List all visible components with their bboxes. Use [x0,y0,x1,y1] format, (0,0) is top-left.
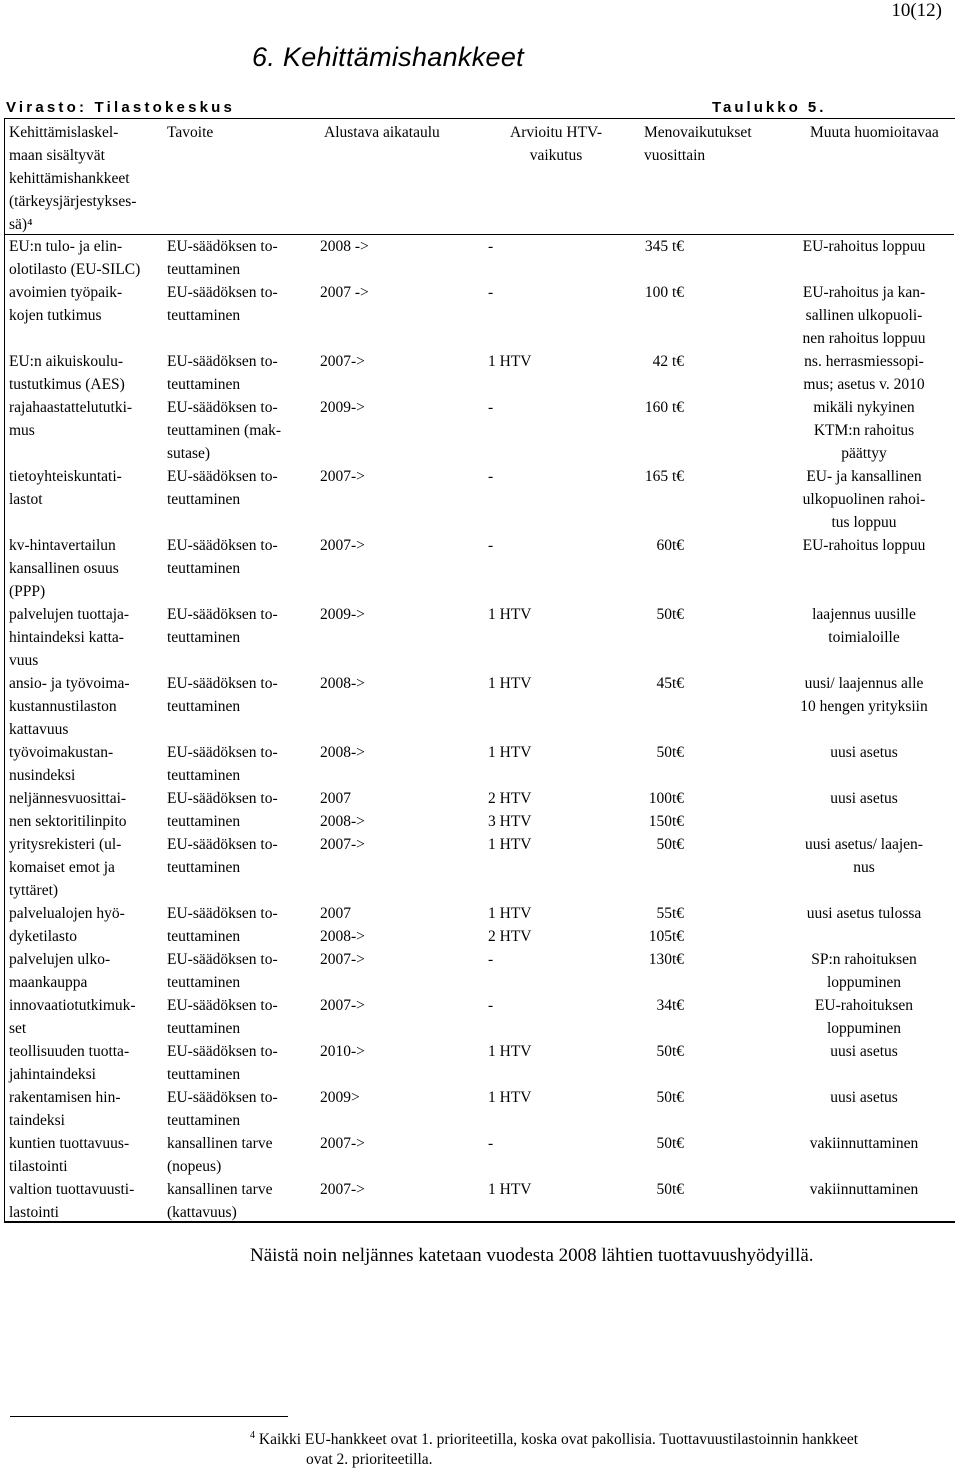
project-htv: - [488,238,494,255]
project-goal: EU-säädöksen to- teuttaminen [167,284,278,324]
project-goal: EU-säädöksen to- teuttaminen [167,744,278,784]
project-htv: 1 HTV [488,1043,532,1060]
project-schedule: 2009-> [320,399,365,416]
header-notes: Muuta huomioitavaa [810,124,939,141]
project-schedule: 2007-> [320,997,365,1014]
project-goal: kansallinen tarve (kattavuus) [167,1181,273,1221]
project-notes: EU-rahoitus loppuu [802,537,926,554]
project-goal: EU-säädöksen to- teuttaminen [167,675,278,715]
project-name: rakentamisen hin- taindeksi [9,1089,121,1129]
project-cost: 50t€ [656,1089,684,1106]
project-cost: 34t€ [656,997,684,1014]
project-schedule: 2007-> [320,1181,365,1198]
project-htv: 1 HTV [488,836,532,853]
project-notes: uusi/ laajennus alle 10 hengen yrityksiin [800,675,928,715]
project-notes: vakiinnuttaminen [809,1181,919,1198]
project-goal: EU-säädöksen to- teuttaminen [167,836,278,876]
project-name: rajahaastattelututki- mus [9,399,133,439]
projects-table [4,118,960,1222]
project-htv: - [488,997,494,1014]
project-notes: SP:n rahoituksen loppuminen [811,951,917,991]
project-name: EU:n tulo- ja elin- olotilasto (EU-SILC) [9,238,141,278]
project-notes: EU-rahoitus ja kan- sallinen ulkopuoli- nen rahoitus loppuu [802,284,926,347]
project-schedule: 2007-> [320,951,365,968]
project-schedule: 2007-> [320,353,365,370]
footnote-text-line1: Kaikki EU-hankkeet ovat 1. prioriteetilla, koska ovat pakollisia. Tuottavuustilastoinnin hankkeet [258,1431,859,1449]
project-cost: 100 t€ [644,284,684,301]
project-schedule: 2007 -> [320,284,369,301]
footnote-text-line2: ovat 2. prioriteetilla. [306,1451,433,1469]
project-cost: 100t€ 150t€ [648,790,684,830]
project-goal: EU-säädöksen to- teuttaminen [167,951,278,991]
project-goal: EU-säädöksen to- teuttaminen [167,606,278,646]
project-goal: EU-säädöksen to- teuttaminen (mak- sutase) [167,399,282,462]
project-name: valtion tuottavuusti- lastointi [9,1181,135,1221]
agency-label: Virasto: Tilastokeskus [6,99,236,116]
project-notes: laajennus uusille toimialoille [812,606,916,646]
project-schedule: 2010-> [320,1043,365,1060]
project-cost: 165 t€ [644,468,684,485]
project-htv: 1 HTV [488,744,532,761]
project-htv: - [488,951,494,968]
project-goal: EU-säädöksen to- teuttaminen [167,997,278,1037]
project-notes: EU- ja kansallinen ulkopuolinen rahoi- tus loppuu [802,468,926,531]
project-htv: - [488,468,494,485]
project-name: neljännesvuosittai- nen sektoritilinpito [9,790,127,830]
project-notes: uusi asetus [830,1089,898,1106]
project-schedule: 2007-> [320,1135,365,1152]
header-costs: Menovaikutukset vuosittain [644,124,752,164]
summary-note: Näistä noin neljännes katetaan vuodesta 2008 lähtien tuottavuushyödyillä. [250,1245,814,1266]
project-name: kuntien tuottavuus- tilastointi [9,1135,130,1175]
project-notes: uusi asetus tulossa [806,905,922,922]
project-goal: EU-säädöksen to- teuttaminen [167,353,278,393]
project-cost: 160 t€ [644,399,684,416]
footnote-divider [10,1416,288,1417]
project-notes: vakiinnuttaminen [809,1135,919,1152]
project-cost: 50t€ [656,606,684,623]
header-htv: Arvioitu HTV- vaikutus [510,124,602,164]
project-goal: kansallinen tarve (nopeus) [167,1135,273,1175]
project-schedule: 2007-> [320,537,365,554]
project-cost: 55t€ 105t€ [648,905,684,945]
project-htv: 2 HTV 3 HTV [488,790,532,830]
project-name: yritysrekisteri (ul- komaiset emot ja tyttäret) [9,836,122,899]
project-notes: mikäli nykyinen KTM:n rahoitus päättyy [813,399,915,462]
project-htv: - [488,284,494,301]
project-goal: EU-säädöksen to- teuttaminen [167,238,278,278]
project-goal: EU-säädöksen to- teuttaminen [167,1089,278,1129]
project-name: palvelujen ulko- maankauppa [9,951,111,991]
project-notes: EU-rahoituksen loppuminen [814,997,914,1037]
project-name: palvelualojen hyö- dyketilasto [9,905,125,945]
project-cost: 45t€ [656,675,684,692]
header-schedule: Alustava aikataulu [324,124,440,141]
header-projects: Kehittämislaskel- maan sisältyvät kehittämishankkeet (tärkeysjärjestykses- sä)⁴ [9,124,137,233]
project-cost: 50t€ [656,1043,684,1060]
project-cost: 130t€ [648,951,684,968]
project-name: EU:n aikuiskoulu- tustutkimus (AES) [9,353,125,393]
project-htv: - [488,1135,494,1152]
project-name: tietoyhteiskuntati- lastot [9,468,122,508]
project-cost: 50t€ [656,744,684,761]
project-schedule: 2007-> [320,468,365,485]
project-htv: 1 HTV 2 HTV [488,905,532,945]
project-cost: 42 t€ [652,353,684,370]
project-schedule: 2008 -> [320,238,369,255]
project-notes: ns. herrasmiessopi- mus; asetus v. 2010 [803,353,925,393]
section-title: 6. Kehittämishankkeet [252,42,524,72]
project-name: työvoimakustan- nusindeksi [9,744,114,784]
header-goal: Tavoite [167,124,214,141]
footnote-marker: 4 [250,1430,255,1441]
project-cost: 50t€ [656,1135,684,1152]
project-goal: EU-säädöksen to- teuttaminen [167,1043,278,1083]
project-htv: - [488,537,494,554]
project-goal: EU-säädöksen to- teuttaminen [167,468,278,508]
project-schedule: 2007-> [320,836,365,853]
project-schedule: 2008-> [320,744,365,761]
project-cost: 50t€ [656,836,684,853]
project-goal: EU-säädöksen to- teuttaminen [167,905,278,945]
project-htv: 1 HTV [488,1181,532,1198]
project-schedule: 2009> [320,1089,360,1106]
project-name: innovaatiotutkimuk- set [9,997,136,1037]
project-notes: uusi asetus/ laajen- nus [805,836,923,876]
project-name: palvelujen tuottaja- hintaindeksi katta- vuus [9,606,130,669]
project-cost: 50t€ [656,1181,684,1198]
project-schedule: 2007 2008-> [320,790,365,830]
project-name: teollisuuden tuotta- jahintaindeksi [9,1043,130,1083]
project-htv: 1 HTV [488,1089,532,1106]
footnote [250,1426,950,1470]
project-htv: 1 HTV [488,353,532,370]
project-goal: EU-säädöksen to- teuttaminen [167,790,278,830]
project-name: kv-hintavertailun kansallinen osuus (PPP) [9,537,119,600]
project-notes: uusi asetus [830,744,898,761]
project-notes: uusi asetus [830,1043,898,1060]
project-notes: uusi asetus [830,790,898,807]
project-htv: 1 HTV [488,606,532,623]
project-schedule: 2009-> [320,606,365,623]
project-htv: - [488,399,494,416]
project-goal: EU-säädöksen to- teuttaminen [167,537,278,577]
project-schedule: 2008-> [320,675,365,692]
table-label: Taulukko 5. [712,99,827,116]
project-cost: 345 t€ [644,238,684,255]
project-notes: EU-rahoitus loppuu [802,238,926,255]
project-name: avoimien työpaik- kojen tutkimus [9,284,123,324]
project-htv: 1 HTV [488,675,532,692]
project-cost: 60t€ [656,537,684,554]
project-name: ansio- ja työvoima- kustannustilaston kattavuus [9,675,130,738]
page-number: 10(12) [891,0,942,21]
project-schedule: 2007 2008-> [320,905,365,945]
